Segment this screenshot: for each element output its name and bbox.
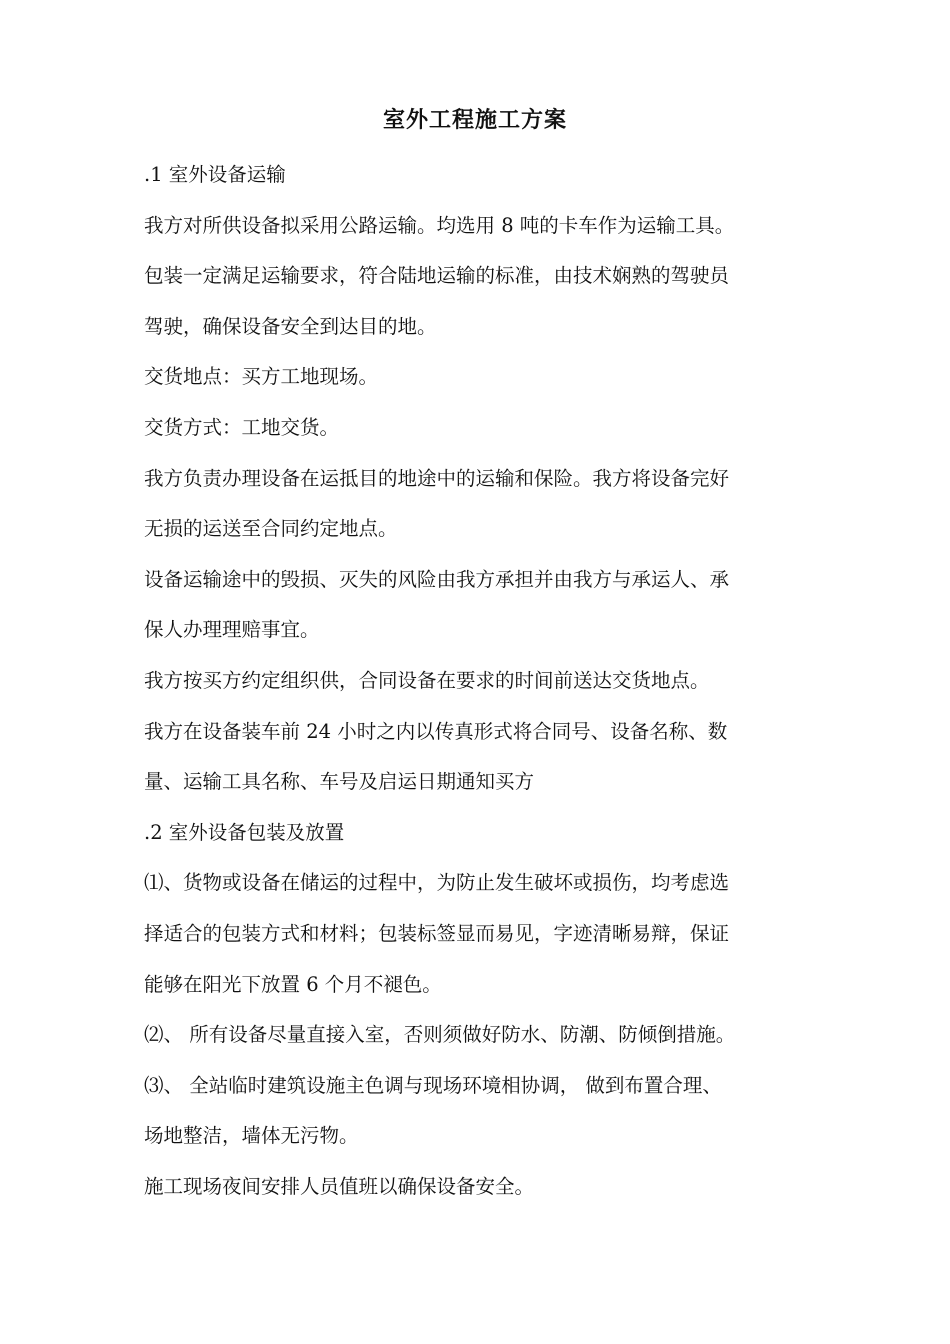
- paragraph-line: 能够在阳光下放置 6 个月不褪色。: [144, 972, 442, 996]
- paragraph-line: 交货地点：买方工地现场。: [144, 365, 379, 389]
- paragraph-line: 交货方式：工地交货。: [144, 415, 340, 439]
- paragraph-line: 择适合的包装方式和材料；包装标签显而易见，字迹清晰易辩，保证: [144, 921, 730, 945]
- paragraph-line: 我方对所供设备拟采用公路运输。均选用 8 吨的卡车作为运输工具。: [144, 213, 735, 237]
- paragraph-line: 设备运输途中的毁损、灭失的风险由我方承担并由我方与承运人、承: [144, 567, 730, 591]
- paragraph-line: ⑶、 全站临时建筑设施主色调与现场环境相协调， 做到布置合理、: [144, 1073, 722, 1097]
- paragraph-line: 施工现场夜间安排人员值班以确保设备安全。: [144, 1174, 535, 1198]
- paragraph-line: 我方在设备装车前 24 小时之内以传真形式将合同号、设备名称、数: [144, 719, 728, 743]
- paragraph-line: ⑵、 所有设备尽量直接入室，否则须做好防水、防潮、防倾倒措施。: [144, 1023, 736, 1047]
- section-heading-1: .1 室外设备运输: [144, 163, 286, 186]
- paragraph-line: 我方负责办理设备在运抵目的地途中的运输和保险。我方将设备完好: [144, 466, 730, 490]
- paragraph-line: 场地整洁，墙体无污物。: [144, 1124, 359, 1148]
- paragraph-line: 我方按买方约定组织供，合同设备在要求的时间前送达交货地点。: [144, 668, 710, 692]
- paragraph-line: 驾驶，确保设备安全到达目的地。: [144, 314, 437, 338]
- section-heading-2: .2 室外设备包装及放置: [144, 820, 345, 844]
- paragraph-line: 量、运输工具名称、车号及启运日期通知买方: [144, 770, 535, 794]
- document-title: 室外工程施工方案: [382, 107, 567, 133]
- paragraph-line: 保人办理理赔事宜。: [144, 618, 320, 642]
- paragraph-line: 无损的运送至合同约定地点。: [144, 517, 398, 541]
- paragraph-line: ⑴、货物或设备在储运的过程中，为防止发生破坏或损伤，均考虑选: [144, 871, 730, 895]
- document-body: [144, 150, 820, 1212]
- paragraph-line: 包装一定满足运输要求，符合陆地运输的标准，由技术娴熟的驾驶员: [144, 264, 730, 288]
